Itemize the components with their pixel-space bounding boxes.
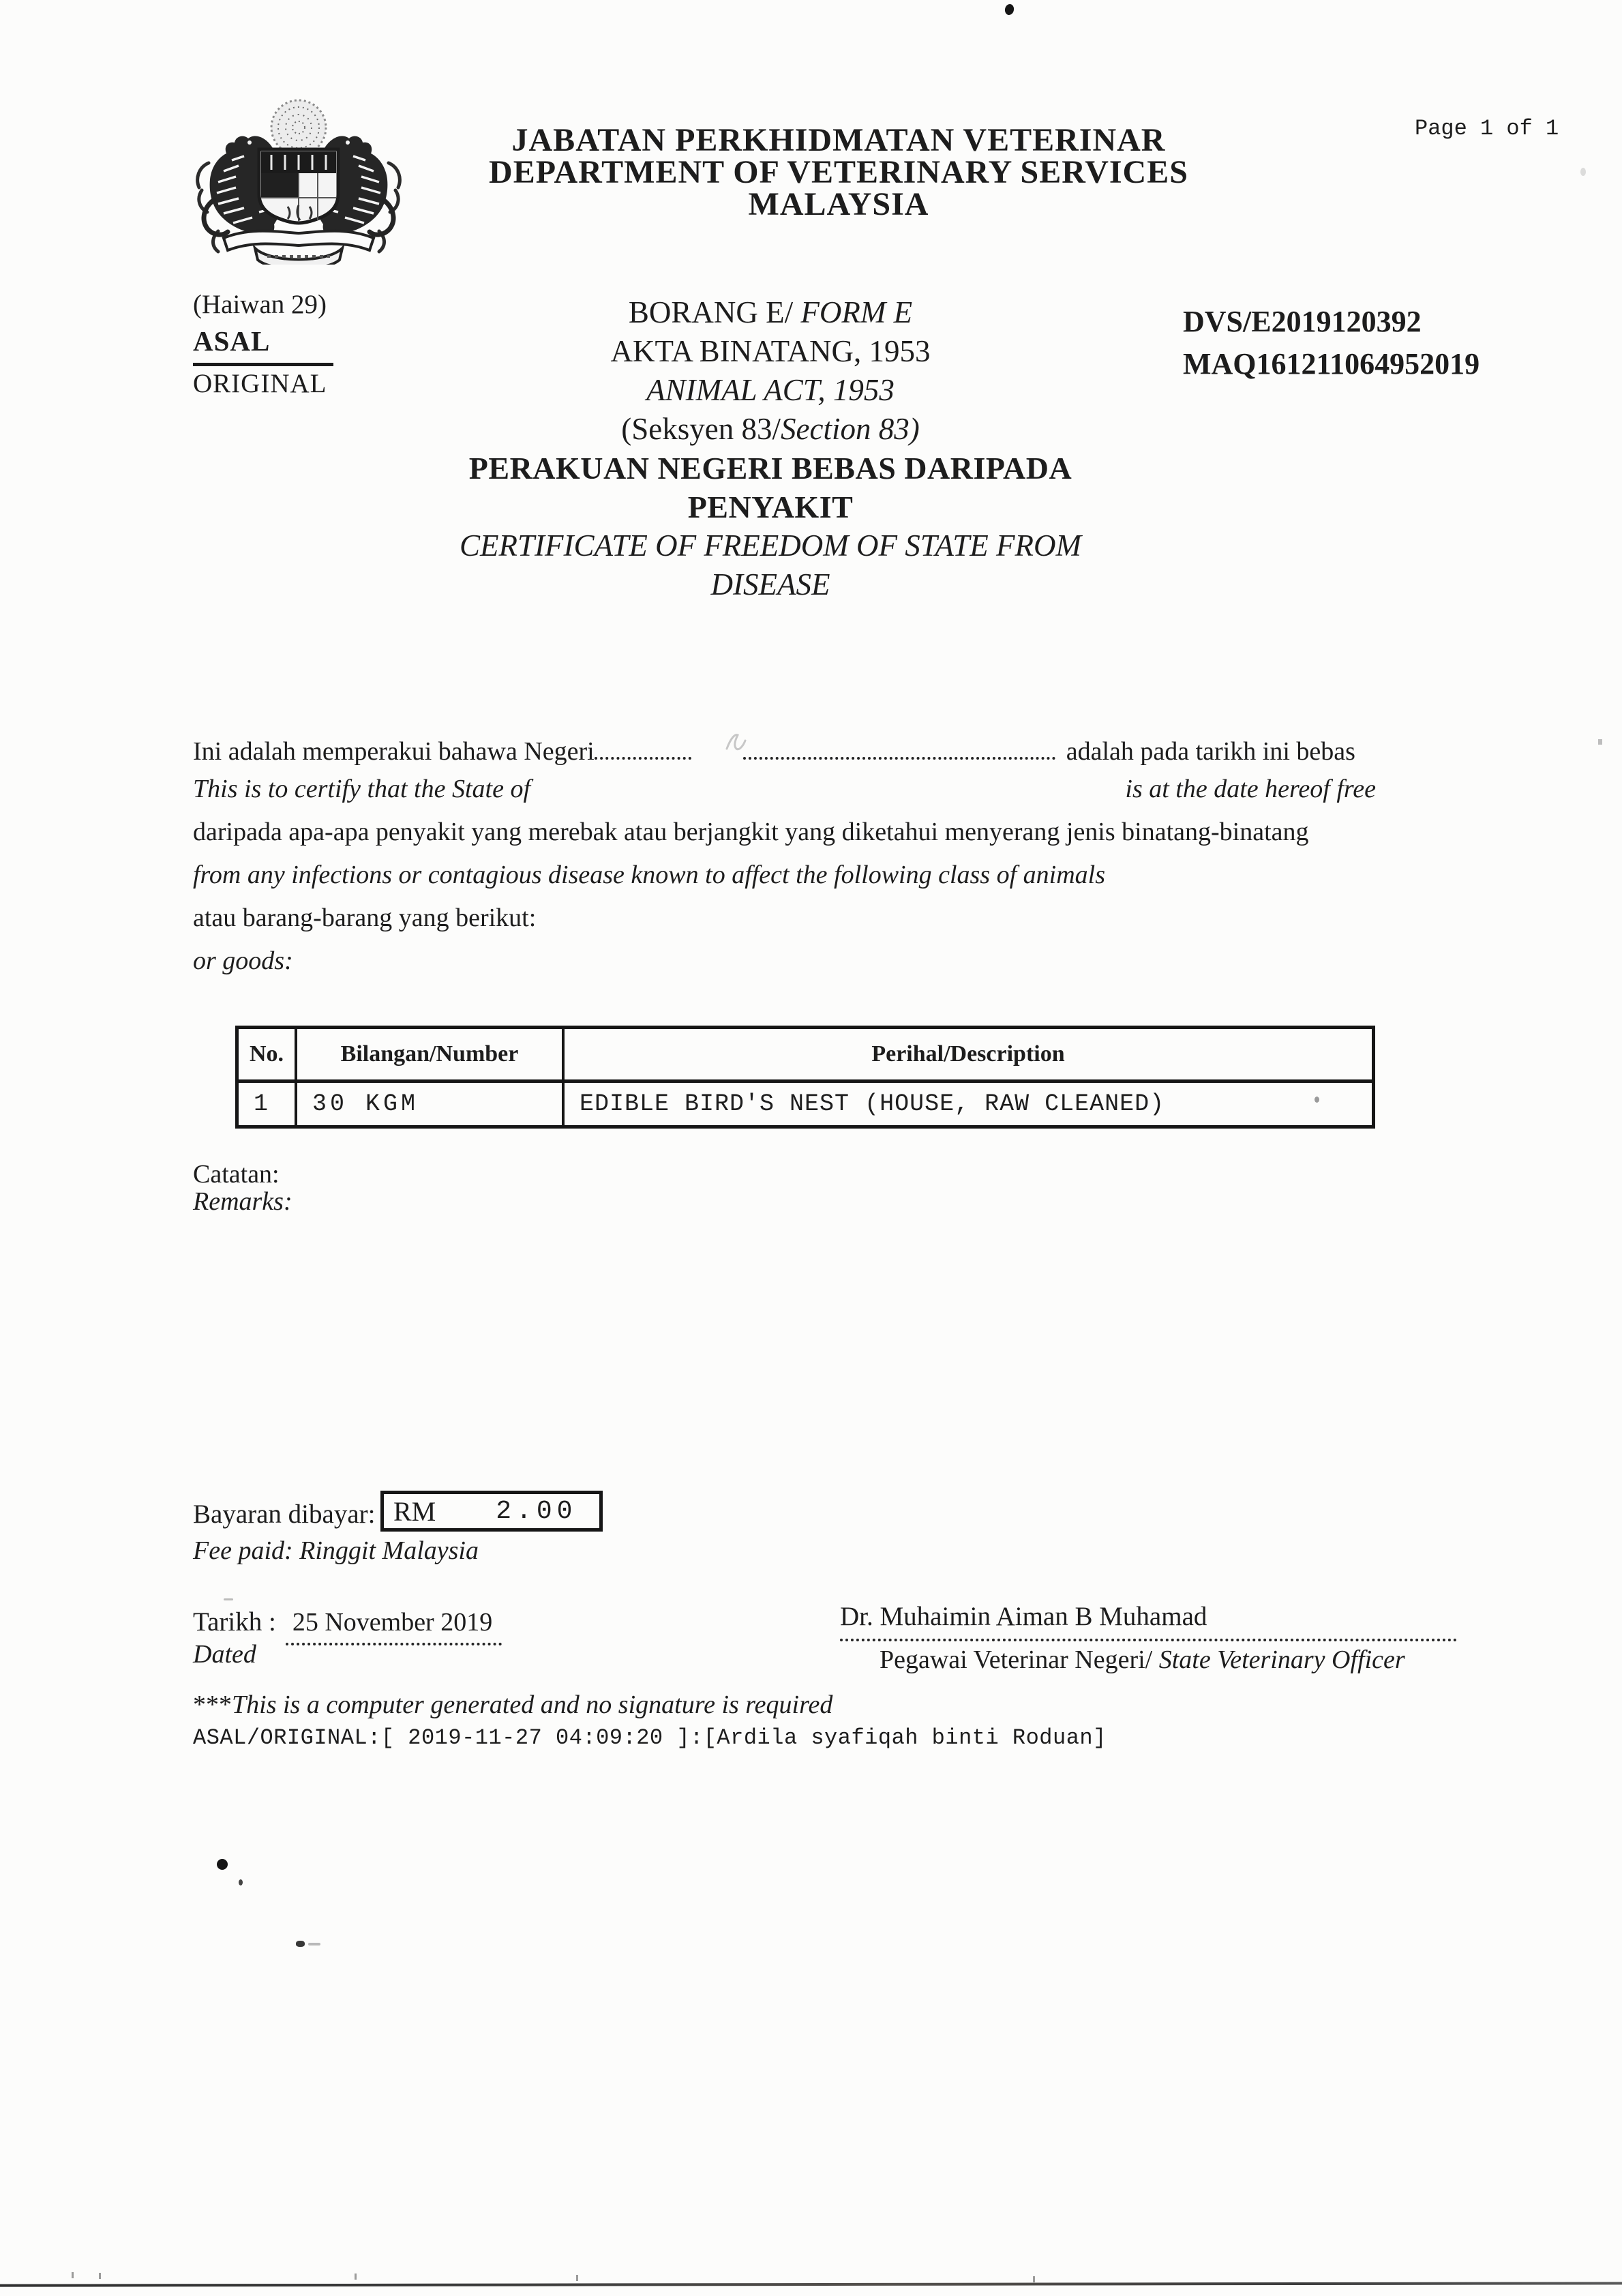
note-text: This is a computer generated and no signature is required	[232, 1690, 833, 1719]
computer-generated-note	[193, 1690, 832, 1720]
ink-speck	[224, 1598, 233, 1600]
fee-currency: RM	[393, 1495, 436, 1527]
note-stars: ***	[193, 1690, 232, 1719]
page-number-label: Page 1 of 1	[1415, 116, 1559, 141]
remarks-label-english: Remarks:	[193, 1187, 292, 1216]
table-row	[237, 1082, 1374, 1127]
ribbon	[224, 231, 374, 250]
ink-speck	[1315, 1097, 1319, 1103]
certify-english-prefix: This is to certify that the State of	[193, 775, 531, 803]
officer-role-malay: Pegawai Veterinar Negeri/	[880, 1645, 1159, 1674]
cell-no: 1	[237, 1082, 297, 1127]
certify-line-malay	[193, 731, 1355, 766]
section-english: Section 83)	[781, 412, 920, 446]
officer-role-line	[880, 1645, 1405, 1675]
copy-type-malay: ASAL	[193, 325, 271, 357]
copy-type-divider	[193, 363, 333, 366]
dvs-reference-number: DVS/E2019120392	[1183, 305, 1422, 338]
dotted-blank	[743, 731, 1055, 760]
date-label-malay: Tarikh :	[193, 1607, 276, 1637]
certify-line-english	[193, 774, 1376, 804]
audit-trail-line: ASAL/ORIGINAL:[ 2019-11-27 04:09:20 ]:[Ardila syafiqah binti Roduan]	[193, 1725, 1107, 1750]
scan-tick	[576, 2275, 578, 2281]
maq-reference-number: MAQ161211064952019	[1183, 347, 1480, 381]
table-header-row	[237, 1028, 1374, 1082]
section-line	[409, 410, 1132, 449]
scan-tick	[99, 2273, 101, 2279]
date-value: 25 November 2019	[292, 1608, 493, 1637]
date-label-english: Dated	[193, 1640, 256, 1669]
star-crescent-orb	[271, 100, 326, 155]
goods-line-english: or goods:	[193, 946, 293, 975]
certify-english-suffix: is at the date hereof free	[1125, 775, 1376, 803]
ink-speck	[1580, 168, 1586, 176]
malaysia-coat-of-arms	[179, 98, 419, 265]
form-name-malay: BORANG E/	[628, 295, 801, 329]
date-value-slot	[286, 1607, 502, 1645]
copy-type-english: ORIGINAL	[193, 369, 327, 398]
certificate-title-english: CERTIFICATE OF FREEDOM OF STATE FROM DISEASE	[460, 528, 1081, 601]
goods-table	[235, 1026, 1375, 1129]
ink-speck	[1598, 739, 1602, 745]
certify-malay-prefix: Ini adalah memperakui bahawa Negeri	[193, 737, 595, 766]
act-name-english: ANIMAL ACT, 1953	[646, 373, 895, 407]
agency-name-malay: JABATAN PERKHIDMATAN VETERINAR	[511, 122, 1166, 158]
fee-amount: 2.00	[496, 1496, 577, 1526]
fee-label-malay: Bayaran dibayar:	[193, 1500, 376, 1529]
fee-amount-box	[380, 1491, 603, 1532]
officer-name: Dr. Muhaimin Aiman B Muhamad	[840, 1601, 1457, 1641]
ink-speck	[1004, 3, 1015, 16]
shield	[259, 149, 338, 223]
fee-label-english: Fee paid: Ringgit Malaysia	[193, 1536, 479, 1565]
cell-description: EDIBLE BIRD'S NEST (HOUSE, RAW CLEANED)	[563, 1082, 1374, 1127]
form-title-block	[409, 293, 1132, 604]
scan-tick	[1033, 2276, 1035, 2282]
scan-tick	[355, 2273, 357, 2280]
reference-numbers	[1183, 301, 1480, 385]
column-header-no: No.	[237, 1028, 297, 1082]
ink-smudge	[308, 1943, 320, 1945]
goods-table-header	[237, 1028, 1374, 1082]
scan-tick	[72, 2272, 74, 2278]
scan-artifact-line	[0, 2282, 1622, 2286]
section-malay: (Seksyen 83/	[621, 412, 781, 446]
country-name: MALAYSIA	[748, 186, 929, 222]
header-title-block	[443, 124, 1234, 220]
officer-role-english: State Veterinary Officer	[1158, 1645, 1405, 1674]
ink-speck	[296, 1941, 305, 1947]
remarks-label-malay: Catatan:	[193, 1160, 280, 1189]
dotted-blank	[595, 731, 691, 760]
column-header-description: Perihal/Description	[563, 1028, 1374, 1082]
ink-speck	[217, 1859, 228, 1870]
form-code-label: (Haiwan 29)	[193, 290, 327, 319]
cell-number: 30 KGM	[296, 1082, 563, 1127]
column-header-number: Bilangan/Number	[296, 1028, 563, 1082]
form-name-english: FORM E	[800, 295, 913, 329]
agency-name-english: DEPARTMENT OF VETERINARY SERVICES	[489, 154, 1188, 190]
faint-pen-mark	[723, 728, 747, 756]
certify-malay-suffix: adalah pada tarikh ini bebas	[1066, 737, 1355, 766]
act-name-malay: AKTA BINATANG, 1953	[610, 334, 931, 368]
disease-line-english: from any infections or contagious disease known to affect the following class of animals	[193, 861, 1105, 889]
form-name-line	[409, 293, 1132, 332]
certificate-title-malay: PERAKUAN NEGERI BEBAS DARIPADA PENYAKIT	[468, 451, 1072, 524]
disease-line-malay: daripada apa-apa penyakit yang merebak atau berjangkit yang diketahui menyerang jenis binatang-binatang	[193, 818, 1309, 846]
ink-speck	[239, 1879, 243, 1885]
goods-line-malay: atau barang-barang yang berikut:	[193, 904, 537, 932]
